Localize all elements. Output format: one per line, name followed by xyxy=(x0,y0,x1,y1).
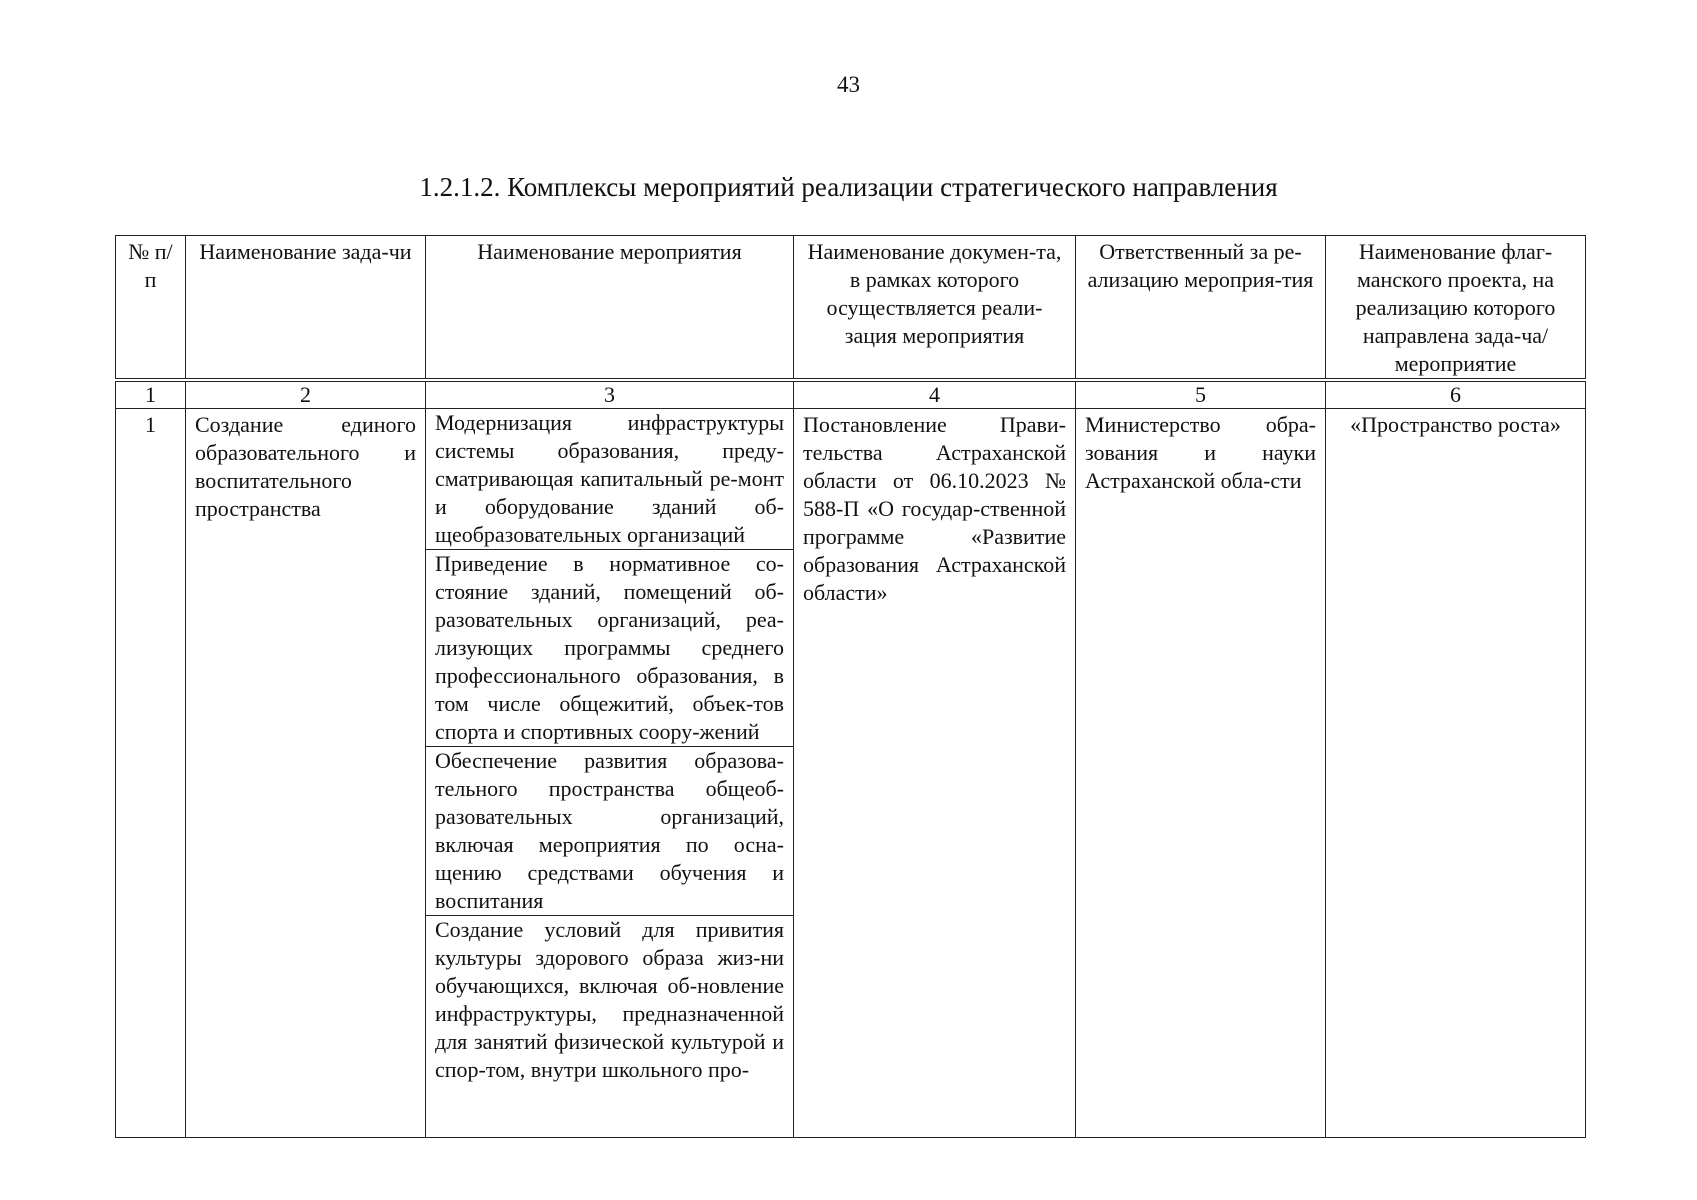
column-number-cell: 3 xyxy=(426,380,794,409)
table-row xyxy=(116,409,1586,1138)
table-header-row xyxy=(116,236,1586,381)
event-item: Создание условий для привития культуры здорового образа жиз-ни обучающихся, включая об-новление инфраструктуры, предназначенной для занятий физической культурой и спор-том, внутри школьного про- xyxy=(435,917,784,1082)
section-title: 1.2.1.2. Комплексы мероприятий реализации стратегического направления xyxy=(419,172,1278,202)
header-cell-flagship: Наименование флаг-манского проекта, на реализацию которого направлена зада-ча/мероприятие xyxy=(1326,236,1586,381)
header-cell-responsible: Ответственный за ре-ализацию мероприя-тия xyxy=(1076,236,1326,381)
responsible-cell: Министерство обра-зования и науки Астраханской обла-сти xyxy=(1076,409,1326,1138)
flagship-cell: «Пространство роста» xyxy=(1326,409,1586,1138)
event-item: Приведение в нормативное со-стояние зданий, помещений об-разовательных организаций, реа-лизующих программы среднего профессионального образования, в том числе общежитий, объек-тов спорта и спортивных соору-жений xyxy=(426,550,793,747)
column-number-cell: 2 xyxy=(186,380,426,409)
column-number-cell: 1 xyxy=(116,380,186,409)
task-cell: Создание единого образовательного и воспитательного пространства xyxy=(186,409,426,1138)
document-cell: Постановление Прави-тельства Астраханской области от 06.10.2023 № 588-П «О государ-ственной программе «Развитие образования Астраханской области» xyxy=(794,409,1076,1138)
header-cell-document: Наименование докумен-та, в рамках которого осуществляется реали-зация мероприятия xyxy=(794,236,1076,381)
header-cell-event: Наименование мероприятия xyxy=(426,236,794,381)
header-cell-task: Наименование зада-чи xyxy=(186,236,426,381)
events-cell xyxy=(426,409,794,1138)
event-item: Обеспечение развития образова-тельного пространства общеоб-разовательных организаций, включая мероприятия по осна-щению средствами обучения и воспитания xyxy=(426,747,793,916)
column-number-cell: 6 xyxy=(1326,380,1586,409)
column-number-cell: 5 xyxy=(1076,380,1326,409)
header-cell-number: № п/п xyxy=(116,236,186,381)
measures-table xyxy=(115,235,1586,1138)
event-item: Модернизация инфраструктуры системы образования, преду-сматривающая капитальный ре-монт и оборудование зданий об-щеобразовательных организаций xyxy=(426,409,793,550)
page-number: 43 xyxy=(837,72,860,97)
column-number-cell: 4 xyxy=(794,380,1076,409)
row-number-cell: 1 xyxy=(116,409,186,1138)
column-numbers-row xyxy=(116,380,1586,409)
